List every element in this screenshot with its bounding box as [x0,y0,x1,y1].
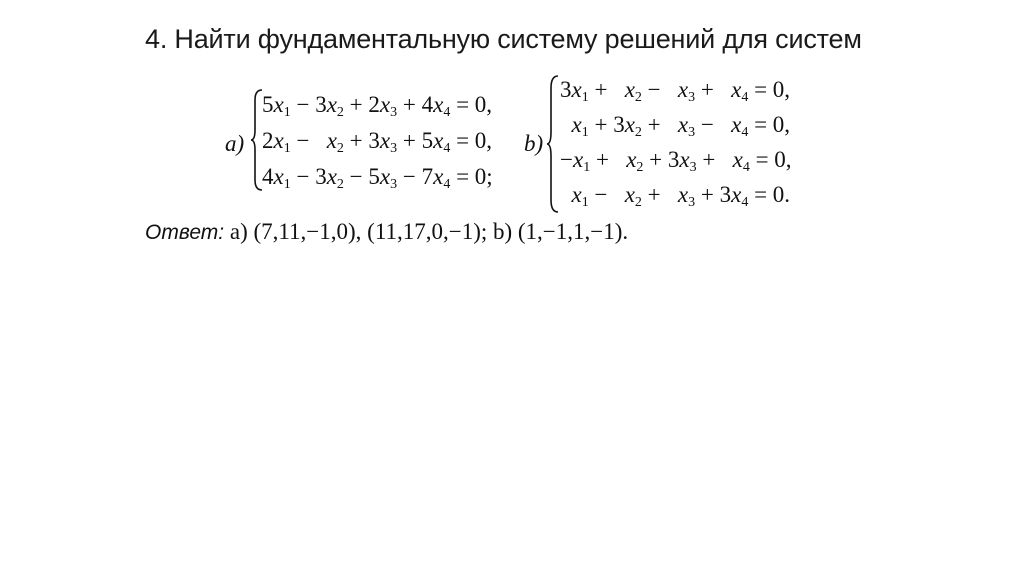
system-a-equation-1: $5x_1 - 3x_2 + 2x_3 + 4x_4 = 0$, [262,92,493,120]
answer-line [145,219,628,245]
system-b-equation-3: $-x_1 + x_2 + 3x_3 + x_4 = 0$, [560,147,792,175]
system-b-label: b) [524,131,544,156]
system-b-equation-1: $3x_1 + x_2 - x_3 + x_4 = 0$, [560,77,791,105]
system-a-label: a) [225,131,245,156]
answer-text: a) (7,11,−1,0), (11,17,0,−1); b) (1,−1,1,−1). [229,219,629,244]
system-b-equation-4: $x_1 - x_2 + x_3 + 3x_4 = 0$. [571,182,791,210]
system-b-brace [546,74,560,214]
system-a-equation-3: $4x_1 - 3x_2 - 5x_3 - 7x_4 = 0$; [262,164,493,192]
slide-title: 4. Найти фундаментальную систему решений для систем [145,24,862,54]
system-b-equation-2: $x_1 + 3x_2 + x_3 - x_4 = 0$, [571,112,791,140]
system-a-equation-2: $2x_1 - x_2 + 3x_3 + 5x_4 = 0$, [262,128,493,156]
answer-label: Ответ: [145,221,225,244]
